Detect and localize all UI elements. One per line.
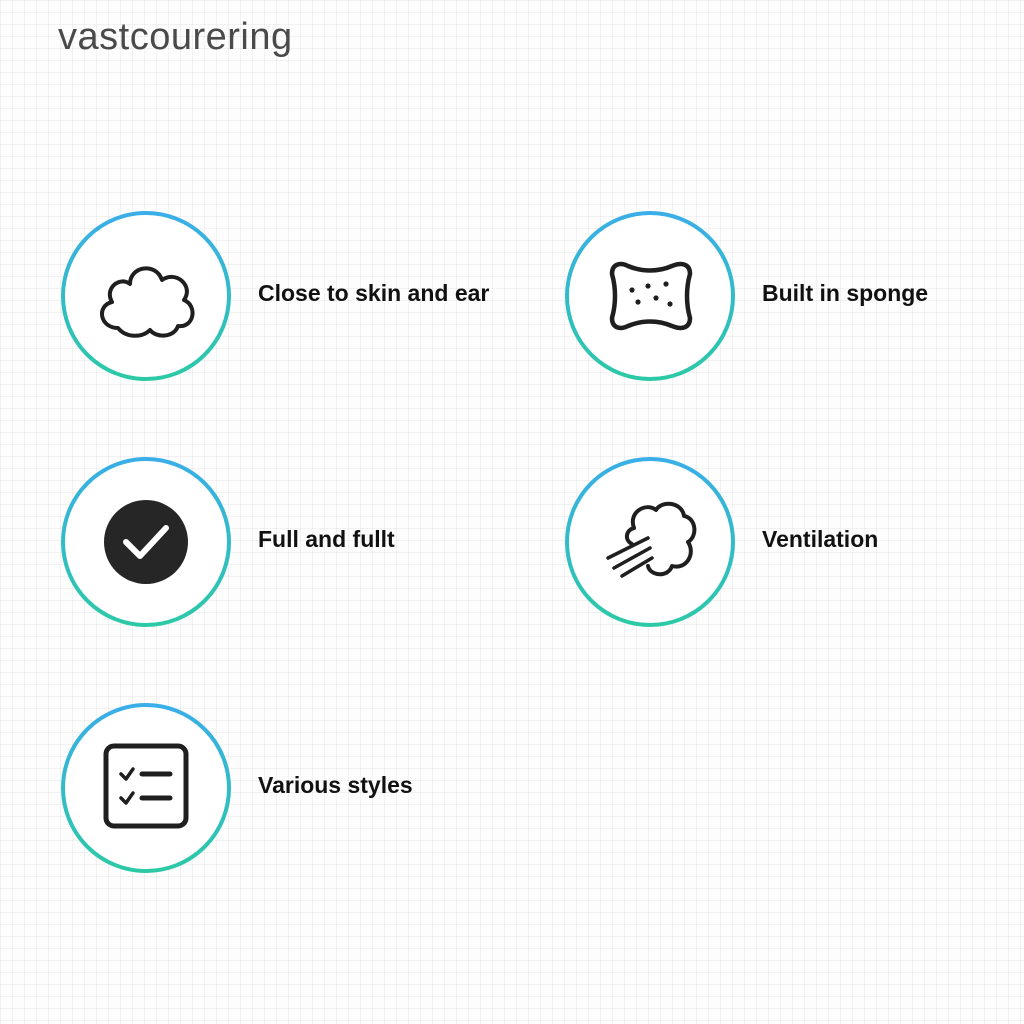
feature-label: Various styles <box>258 772 413 798</box>
feature-badge <box>564 456 736 628</box>
checklist-icon <box>86 728 206 848</box>
feature-ventilation <box>564 456 1024 628</box>
feature-badge <box>60 702 232 874</box>
feature-label: Built in sponge <box>762 280 929 306</box>
sponge-icon <box>590 236 710 356</box>
feature-badge <box>60 210 232 382</box>
check-circle-icon <box>86 482 206 602</box>
feature-label: Full and fullt <box>258 526 395 552</box>
feature-various-styles <box>60 702 520 874</box>
feature-badge <box>60 456 232 628</box>
feature-badge <box>564 210 736 382</box>
feature-full-and-fullt <box>60 456 520 628</box>
wind-cloud-icon <box>590 482 710 602</box>
feature-close-to-skin <box>60 210 520 382</box>
cloud-icon <box>86 236 206 356</box>
brand-logo-text: vastcourering <box>58 16 293 58</box>
feature-label: Close to skin and ear <box>258 280 490 306</box>
feature-built-in-sponge <box>564 210 1024 382</box>
feature-label: Ventilation <box>762 526 879 552</box>
